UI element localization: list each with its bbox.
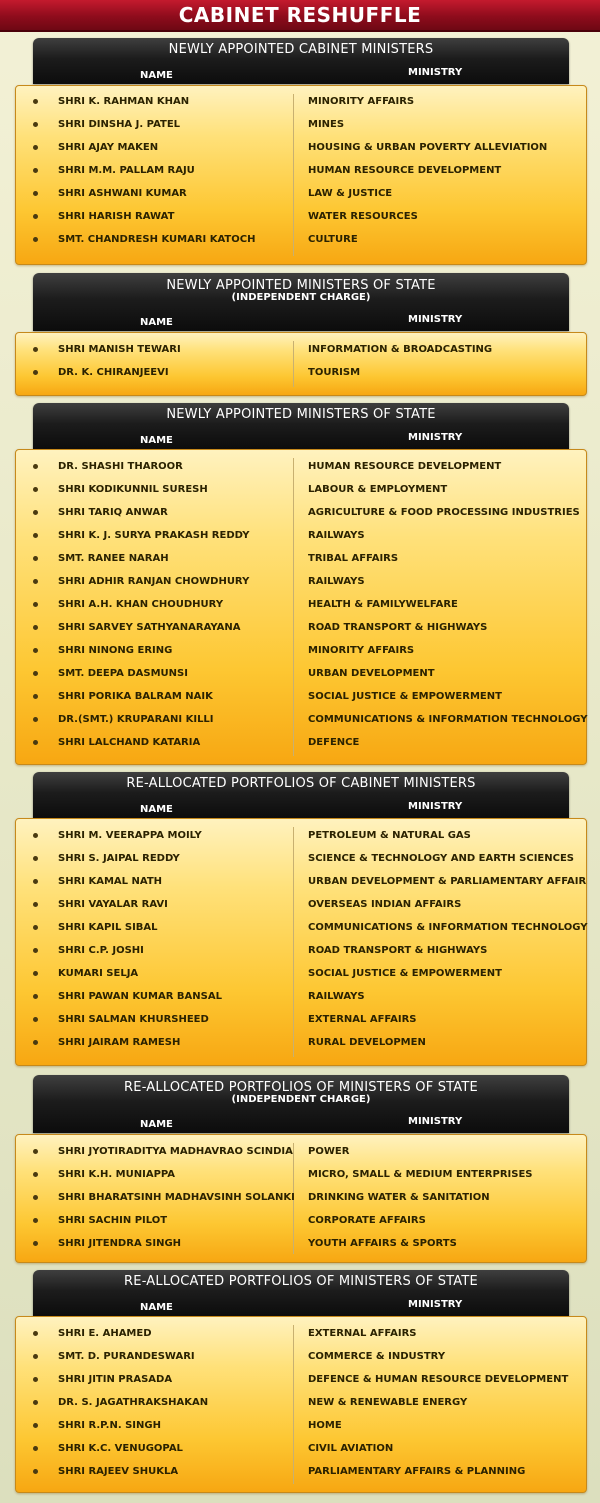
list-item xyxy=(16,524,586,547)
list-item xyxy=(16,1209,586,1232)
list-item xyxy=(16,847,586,870)
minister-name: SHRI KAPIL SIBAL xyxy=(58,922,158,933)
section-title: NEWLY APPOINTED MINISTERS OF STATE xyxy=(166,407,436,422)
column-labels xyxy=(33,431,569,445)
column-labels xyxy=(33,1115,569,1129)
ministry-name: CIVIL AVIATION xyxy=(308,1443,394,1454)
ministry-name: ROAD TRANSPORT & HIGHWAYS xyxy=(308,622,488,633)
list-item xyxy=(16,985,586,1008)
list-item xyxy=(16,1345,586,1368)
ministry-name: PARLIAMENTARY AFFAIRS & PLANNING xyxy=(308,1466,526,1477)
column-label-ministry: MINISTRY xyxy=(408,1116,463,1127)
ministry-name: HUMAN RESOURCE DEVELOPMENT xyxy=(308,165,502,176)
ministry-name: WATER RESOURCES xyxy=(308,211,418,222)
ministry-name: DEFENCE & HUMAN RESOURCE DEVELOPMENT xyxy=(308,1374,569,1385)
bullet-icon xyxy=(33,214,38,219)
section-header xyxy=(33,403,569,449)
column-label-name: NAME xyxy=(140,317,173,328)
section-title: RE-ALLOCATED PORTFOLIOS OF CABINET MINISTERS xyxy=(126,776,476,791)
ministry-name: LAW & JUSTICE xyxy=(308,188,393,199)
list-item xyxy=(16,547,586,570)
ministry-name: YOUTH AFFAIRS & SPORTS xyxy=(308,1238,457,1249)
bullet-icon xyxy=(33,1040,38,1045)
minister-name: SHRI R.P.N. SINGH xyxy=(58,1420,161,1431)
list-item xyxy=(16,1163,586,1186)
minister-name: SHRI BHARATSINH MADHAVSINH SOLANKI xyxy=(58,1192,295,1203)
minister-name: SHRI RAJEEV SHUKLA xyxy=(58,1466,179,1477)
ministry-name: HOME xyxy=(308,1420,342,1431)
bullet-icon xyxy=(33,625,38,630)
section-subtitle: (INDEPENDENT CHARGE) xyxy=(231,292,371,303)
minister-name: SHRI M.M. PALLAM RAJU xyxy=(58,165,195,176)
minister-name: SHRI DINSHA J. PATEL xyxy=(58,119,181,130)
bullet-icon xyxy=(33,1446,38,1451)
minister-name: SHRI K. RAHMAN KHAN xyxy=(58,96,190,107)
minister-name: SHRI MANISH TEWARI xyxy=(58,344,181,355)
minister-name: SHRI K. J. SURYA PRAKASH REDDY xyxy=(58,530,250,541)
ministry-name: DEFENCE xyxy=(308,737,360,748)
minister-name: SHRI KODIKUNNIL SURESH xyxy=(58,484,208,495)
section-header xyxy=(33,772,569,818)
bullet-icon xyxy=(33,464,38,469)
section-body xyxy=(15,85,587,265)
column-label-name: NAME xyxy=(140,70,173,81)
minister-name: DR. SHASHI THAROOR xyxy=(58,461,183,472)
bullet-icon xyxy=(33,533,38,538)
column-labels xyxy=(33,800,569,814)
list-item xyxy=(16,1232,586,1255)
bullet-icon xyxy=(33,1017,38,1022)
bullet-icon xyxy=(33,579,38,584)
list-item xyxy=(16,478,586,501)
minister-name: SHRI JITENDRA SINGH xyxy=(58,1238,182,1249)
list-item xyxy=(16,501,586,524)
list-item xyxy=(16,916,586,939)
section-title: RE-ALLOCATED PORTFOLIOS OF MINISTERS OF STATE xyxy=(124,1080,478,1095)
minister-name: SHRI ASHWANI KUMAR xyxy=(58,188,187,199)
section-header xyxy=(33,1075,569,1133)
column-labels xyxy=(33,313,569,327)
list-item xyxy=(16,90,586,113)
bullet-icon xyxy=(33,1331,38,1336)
bullet-icon xyxy=(33,971,38,976)
bullet-icon xyxy=(33,1149,38,1154)
column-labels xyxy=(33,1298,569,1312)
list-item xyxy=(16,870,586,893)
bullet-icon xyxy=(33,648,38,653)
bullet-icon xyxy=(33,694,38,699)
minister-name: SMT. DEEPA DASMUNSI xyxy=(58,668,188,679)
column-label-name: NAME xyxy=(140,1119,173,1130)
ministry-name: URBAN DEVELOPMENT & PARLIAMENTARY AFFAIR xyxy=(308,876,587,887)
ministry-name: CULTURE xyxy=(308,234,358,245)
list-item xyxy=(16,731,586,754)
bullet-icon xyxy=(33,1172,38,1177)
minister-name: SHRI TARIQ ANWAR xyxy=(58,507,168,518)
bullet-icon xyxy=(33,510,38,515)
bullet-icon xyxy=(33,994,38,999)
list-item xyxy=(16,1031,586,1054)
bullet-icon xyxy=(33,925,38,930)
list-item xyxy=(16,593,586,616)
bullet-icon xyxy=(33,856,38,861)
ministry-name: RAILWAYS xyxy=(308,530,365,541)
list-item xyxy=(16,1140,586,1163)
minister-name: SHRI LALCHAND KATARIA xyxy=(58,737,201,748)
ministry-name: OVERSEAS INDIAN AFFAIRS xyxy=(308,899,462,910)
column-labels xyxy=(33,66,569,80)
section-body xyxy=(15,332,587,396)
list-item xyxy=(16,1391,586,1414)
ministry-name: COMMUNICATIONS & INFORMATION TECHNOLOGY xyxy=(308,714,588,725)
minister-name: SHRI JITIN PRASADA xyxy=(58,1374,173,1385)
list-item xyxy=(16,939,586,962)
list-item xyxy=(16,136,586,159)
list-item xyxy=(16,1368,586,1391)
minister-name: SHRI SALMAN KHURSHEED xyxy=(58,1014,209,1025)
minister-name: SHRI A.H. KHAN CHOUDHURY xyxy=(58,599,224,610)
bullet-icon xyxy=(33,1400,38,1405)
ministry-name: COMMUNICATIONS & INFORMATION TECHNOLOGY xyxy=(308,922,588,933)
bullet-icon xyxy=(33,370,38,375)
ministry-name: ROAD TRANSPORT & HIGHWAYS xyxy=(308,945,488,956)
bullet-icon xyxy=(33,1354,38,1359)
ministry-name: RAILWAYS xyxy=(308,991,365,1002)
column-label-ministry: MINISTRY xyxy=(408,67,463,78)
bullet-icon xyxy=(33,740,38,745)
list-item xyxy=(16,685,586,708)
section-header xyxy=(33,273,569,331)
bullet-icon xyxy=(33,902,38,907)
ministry-name: INFORMATION & BROADCASTING xyxy=(308,344,493,355)
page-title: CABINET RESHUFFLE xyxy=(0,0,600,32)
minister-name: SHRI VAYALAR RAVI xyxy=(58,899,168,910)
bullet-icon xyxy=(33,122,38,127)
ministry-name: URBAN DEVELOPMENT xyxy=(308,668,435,679)
list-item xyxy=(16,1437,586,1460)
list-item xyxy=(16,616,586,639)
ministry-name: COMMERCE & INDUSTRY xyxy=(308,1351,446,1362)
ministry-name: RAILWAYS xyxy=(308,576,365,587)
minister-name: SHRI SACHIN PILOT xyxy=(58,1215,168,1226)
minister-name: DR. S. JAGATHRAKSHAKAN xyxy=(58,1397,209,1408)
bullet-icon xyxy=(33,191,38,196)
column-label-name: NAME xyxy=(140,1302,173,1313)
column-label-ministry: MINISTRY xyxy=(408,314,463,325)
minister-name: KUMARI SELJA xyxy=(58,968,139,979)
list-item xyxy=(16,113,586,136)
list-item xyxy=(16,1322,586,1345)
section-title: NEWLY APPOINTED CABINET MINISTERS xyxy=(168,42,434,57)
bullet-icon xyxy=(33,1218,38,1223)
ministry-name: TRIBAL AFFAIRS xyxy=(308,553,399,564)
ministry-name: PETROLEUM & NATURAL GAS xyxy=(308,830,471,841)
ministry-name: RURAL DEVELOPMEN xyxy=(308,1037,426,1048)
ministry-name: EXTERNAL AFFAIRS xyxy=(308,1328,417,1339)
list-item xyxy=(16,570,586,593)
bullet-icon xyxy=(33,1241,38,1246)
list-item xyxy=(16,159,586,182)
list-item xyxy=(16,1008,586,1031)
minister-name: SHRI S. JAIPAL REDDY xyxy=(58,853,180,864)
bullet-icon xyxy=(33,487,38,492)
bullet-icon xyxy=(33,145,38,150)
minister-name: SHRI C.P. JOSHI xyxy=(58,945,144,956)
minister-name: SHRI K.C. VENUGOPAL xyxy=(58,1443,183,1454)
ministry-name: SOCIAL JUSTICE & EMPOWERMENT xyxy=(308,691,502,702)
minister-name: SHRI HARISH RAWAT xyxy=(58,211,175,222)
section-title: RE-ALLOCATED PORTFOLIOS OF MINISTERS OF STATE xyxy=(124,1274,478,1289)
bullet-icon xyxy=(33,237,38,242)
bullet-icon xyxy=(33,556,38,561)
ministry-name: EXTERNAL AFFAIRS xyxy=(308,1014,417,1025)
column-label-ministry: MINISTRY xyxy=(408,432,463,443)
ministry-name: NEW & RENEWABLE ENERGY xyxy=(308,1397,468,1408)
section-body xyxy=(15,1134,587,1263)
minister-name: DR. K. CHIRANJEEVI xyxy=(58,367,169,378)
minister-name: SHRI SARVEY SATHYANARAYANA xyxy=(58,622,241,633)
ministry-name: SOCIAL JUSTICE & EMPOWERMENT xyxy=(308,968,502,979)
minister-name: SHRI JYOTIRADITYA MADHAVRAO SCINDIA xyxy=(58,1146,293,1157)
minister-name: SHRI PORIKA BALRAM NAIK xyxy=(58,691,213,702)
minister-name: SHRI KAMAL NATH xyxy=(58,876,163,887)
ministry-name: MINORITY AFFAIRS xyxy=(308,96,415,107)
bullet-icon xyxy=(33,1377,38,1382)
column-label-ministry: MINISTRY xyxy=(408,1299,463,1310)
list-item xyxy=(16,205,586,228)
list-item xyxy=(16,824,586,847)
minister-name: SHRI JAIRAM RAMESH xyxy=(58,1037,181,1048)
minister-name: SHRI PAWAN KUMAR BANSAL xyxy=(58,991,222,1002)
section-subtitle: (INDEPENDENT CHARGE) xyxy=(231,1094,371,1105)
list-item xyxy=(16,1460,586,1483)
bullet-icon xyxy=(33,671,38,676)
section-title: NEWLY APPOINTED MINISTERS OF STATE xyxy=(166,278,436,293)
ministry-name: MINORITY AFFAIRS xyxy=(308,645,415,656)
ministry-name: DRINKING WATER & SANITATION xyxy=(308,1192,490,1203)
ministry-name: LABOUR & EMPLOYMENT xyxy=(308,484,448,495)
bullet-icon xyxy=(33,833,38,838)
column-label-ministry: MINISTRY xyxy=(408,801,463,812)
ministry-name: HEALTH & FAMILYWELFARE xyxy=(308,599,458,610)
bullet-icon xyxy=(33,347,38,352)
ministry-name: TOURISM xyxy=(308,367,361,378)
bullet-icon xyxy=(33,168,38,173)
list-item xyxy=(16,455,586,478)
minister-name: SHRI AJAY MAKEN xyxy=(58,142,159,153)
minister-name: SMT. D. PURANDESWARI xyxy=(58,1351,195,1362)
bullet-icon xyxy=(33,717,38,722)
bullet-icon xyxy=(33,602,38,607)
ministry-name: HOUSING & URBAN POVERTY ALLEVIATION xyxy=(308,142,548,153)
minister-name: SHRI ADHIR RANJAN CHOWDHURY xyxy=(58,576,250,587)
list-item xyxy=(16,639,586,662)
bullet-icon xyxy=(33,99,38,104)
list-item xyxy=(16,228,586,251)
list-item xyxy=(16,662,586,685)
column-label-name: NAME xyxy=(140,435,173,446)
ministry-name: AGRICULTURE & FOOD PROCESSING INDUSTRIES xyxy=(308,507,580,518)
bullet-icon xyxy=(33,1195,38,1200)
minister-name: SHRI E. AHAMED xyxy=(58,1328,152,1339)
column-label-name: NAME xyxy=(140,804,173,815)
ministry-name: MICRO, SMALL & MEDIUM ENTERPRISES xyxy=(308,1169,533,1180)
list-item xyxy=(16,338,586,361)
bullet-icon xyxy=(33,879,38,884)
ministry-name: HUMAN RESOURCE DEVELOPMENT xyxy=(308,461,502,472)
minister-name: DR.(SMT.) KRUPARANI KILLI xyxy=(58,714,214,725)
list-item xyxy=(16,1414,586,1437)
section-body xyxy=(15,818,587,1066)
list-item xyxy=(16,708,586,731)
list-item xyxy=(16,962,586,985)
section-body xyxy=(15,449,587,765)
list-item xyxy=(16,893,586,916)
bullet-icon xyxy=(33,1469,38,1474)
minister-name: SMT. RANEE NARAH xyxy=(58,553,169,564)
minister-name: SMT. CHANDRESH KUMARI KATOCH xyxy=(58,234,256,245)
ministry-name: MINES xyxy=(308,119,345,130)
list-item xyxy=(16,361,586,384)
list-item xyxy=(16,182,586,205)
list-item xyxy=(16,1186,586,1209)
minister-name: SHRI M. VEERAPPA MOILY xyxy=(58,830,202,841)
ministry-name: POWER xyxy=(308,1146,350,1157)
ministry-name: CORPORATE AFFAIRS xyxy=(308,1215,426,1226)
section-header xyxy=(33,1270,569,1316)
bullet-icon xyxy=(33,1423,38,1428)
ministry-name: SCIENCE & TECHNOLOGY AND EARTH SCIENCES xyxy=(308,853,574,864)
section-body xyxy=(15,1316,587,1493)
minister-name: SHRI K.H. MUNIAPPA xyxy=(58,1169,176,1180)
section-header xyxy=(33,38,569,84)
minister-name: SHRI NINONG ERING xyxy=(58,645,173,656)
bullet-icon xyxy=(33,948,38,953)
